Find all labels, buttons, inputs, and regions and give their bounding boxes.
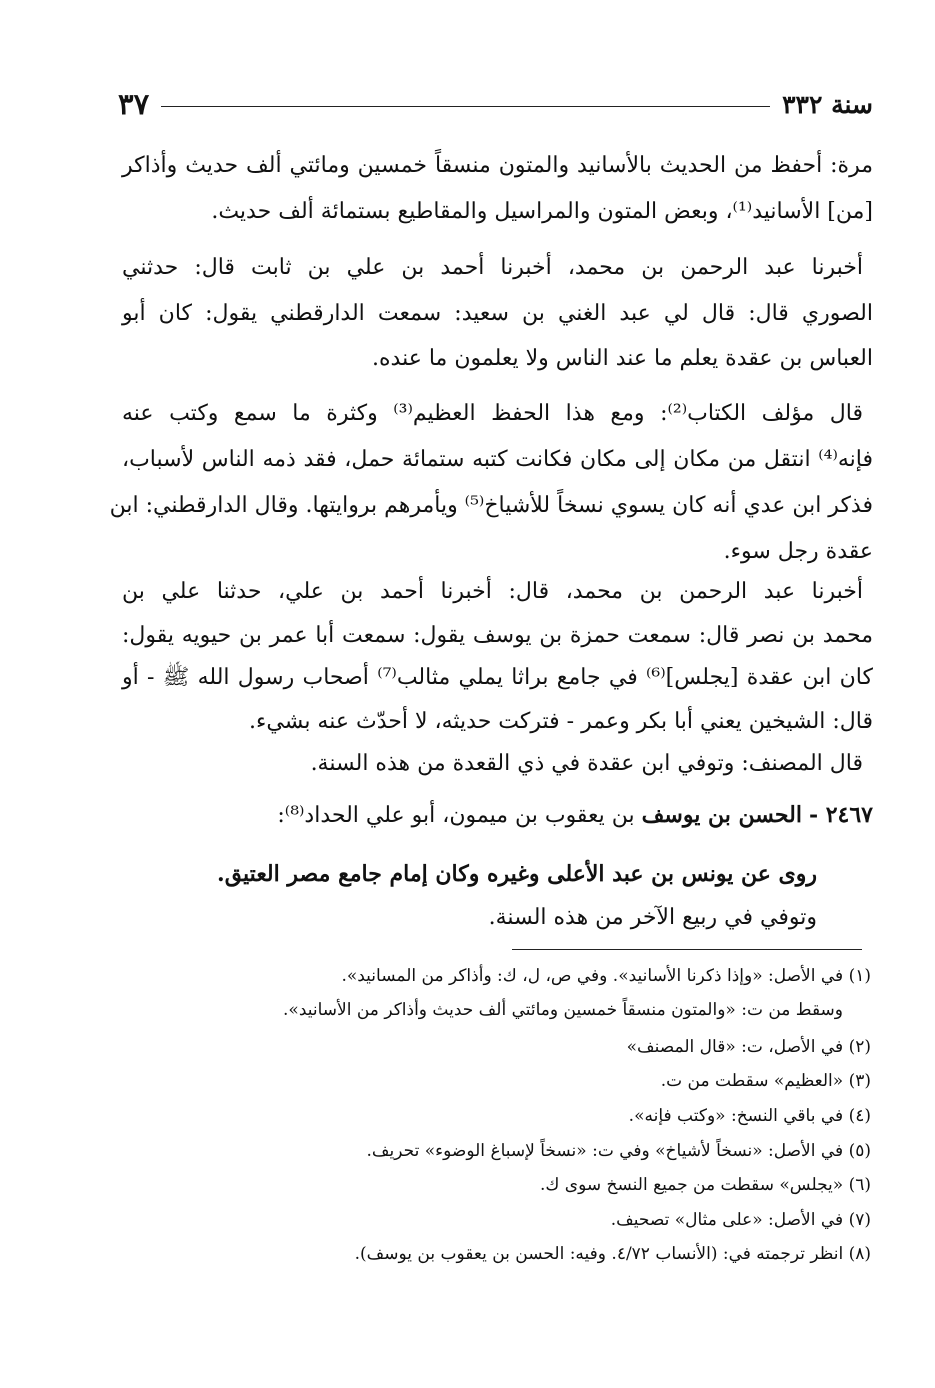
biography-entry-heading: [277, 795, 873, 836]
footnote: (٢) في الأصل، ت: «قال المصنف»: [626, 1037, 871, 1057]
text-line: قال: الشيخين يعني أبا بكر وعمر - فتركت حديثه، لا أحدّث عنه بشيء.: [249, 709, 873, 734]
text-line: روى عن يونس بن عبد الأعلى وغيره وكان إمام جامع مصر العتيق.: [217, 861, 817, 887]
footnote: (٤) في باقي النسخ: «وكتب فإنه».: [628, 1106, 871, 1126]
text-line: فإنه⁽⁴⁾ انتقل من مكان إلى مكان فكانت كتبه ستمائة حمل، فقد ذمه الناس لأسباب،: [122, 447, 873, 472]
footnote: (٥) في الأصل: «نسخاً لأشياخ» وفي ت: «نسخاً لإسباغ الوضوء» تحريف.: [366, 1141, 871, 1161]
text-line: [من] الأسانيد⁽¹⁾، وبعض المتون والمراسيل والمقاطيع بستمائة ألف حديث.: [211, 199, 873, 224]
entry-number: ٢٤٦٧ -: [808, 802, 873, 828]
text-line: أخبرنا عبد الرحمن بن محمد، أخبرنا أحمد بن علي بن ثابت قال: حدثني: [122, 255, 863, 280]
header-rule: [161, 106, 770, 107]
footnote: (١) في الأصل: «وإذا ذكرنا الأسانيد». وفي ص، ل، ك: وأذاكر من المسانيد».: [341, 966, 871, 986]
footnote: (٧) في الأصل: «على مثال» تصحيف.: [610, 1210, 871, 1230]
text-line: محمد بن نصر قال: سمعت حمزة بن يوسف يقول: سمعت أبا عمر بن حيويه يقول:: [122, 623, 873, 648]
entry-name: الحسن بن يوسف: [641, 802, 802, 828]
footnote: (٦) «يجلس» سقطت من جميع النسخ سوى ك.: [539, 1175, 871, 1195]
text-line: أخبرنا عبد الرحمن بن محمد، قال: أخبرنا أحمد بن علي، حدثنا علي بن: [122, 579, 863, 604]
footnote-continuation: وسقط من ت: «والمتون منسقاً خمسين ومائتي ألف حديث وأذاكر من الأسانيد».: [283, 1000, 843, 1020]
page-number: ٣٧: [118, 87, 150, 121]
text-line: قال المصنف: وتوفي ابن عقدة في ذي القعدة من هذه السنة.: [310, 751, 863, 776]
running-header: [118, 84, 873, 124]
text-line: كان ابن عقدة [يجلس]⁽⁶⁾ في جامع براثا يملي مثالب⁽⁷⁾ أصحاب رسول الله ﷺ - أو: [122, 665, 873, 690]
header-year-label: سنة ٣٣٢: [782, 89, 873, 119]
entry-name-rest: بن يعقوب بن ميمون، أبو علي الحداد⁽⁸⁾:: [277, 803, 642, 828]
text-line: مرة: أحفظ من الحديث بالأسانيد والمتون منسقاً خمسين ومائتي ألف حديث وأذاكر: [122, 153, 873, 178]
footnote: (٨) انظر ترجمته في: (الأنساب ٤/٧٢. وفيه: الحسن بن يعقوب بن يوسف).: [354, 1244, 871, 1264]
text-line: عقدة رجل سوء.: [723, 539, 873, 564]
text-line: العباس بن عقدة يعلم ما عند الناس ولا يعلمون ما عنده.: [372, 346, 873, 371]
text-line: قال مؤلف الكتاب⁽²⁾: ومع هذا الحفظ العظيم⁽³⁾ وكثرة ما سمع وكتب عنه: [122, 401, 863, 426]
text-line: الصوري قال: قال لي عبد الغني بن سعيد: سمعت الدارقطني يقول: كان أبو: [122, 301, 873, 326]
text-line: فذكر ابن عدي أنه كان يسوي نسخاً للأشياخ⁽⁵⁾ ويأمرهم بروايتها. وقال الدارقطني: ابن: [109, 493, 873, 518]
footnote: (٣) «العظيم» سقطت من ت.: [660, 1071, 871, 1091]
footnote-separator: [512, 949, 862, 950]
text-line: وتوفي في ربيع الآخر من هذه السنة.: [488, 905, 817, 930]
